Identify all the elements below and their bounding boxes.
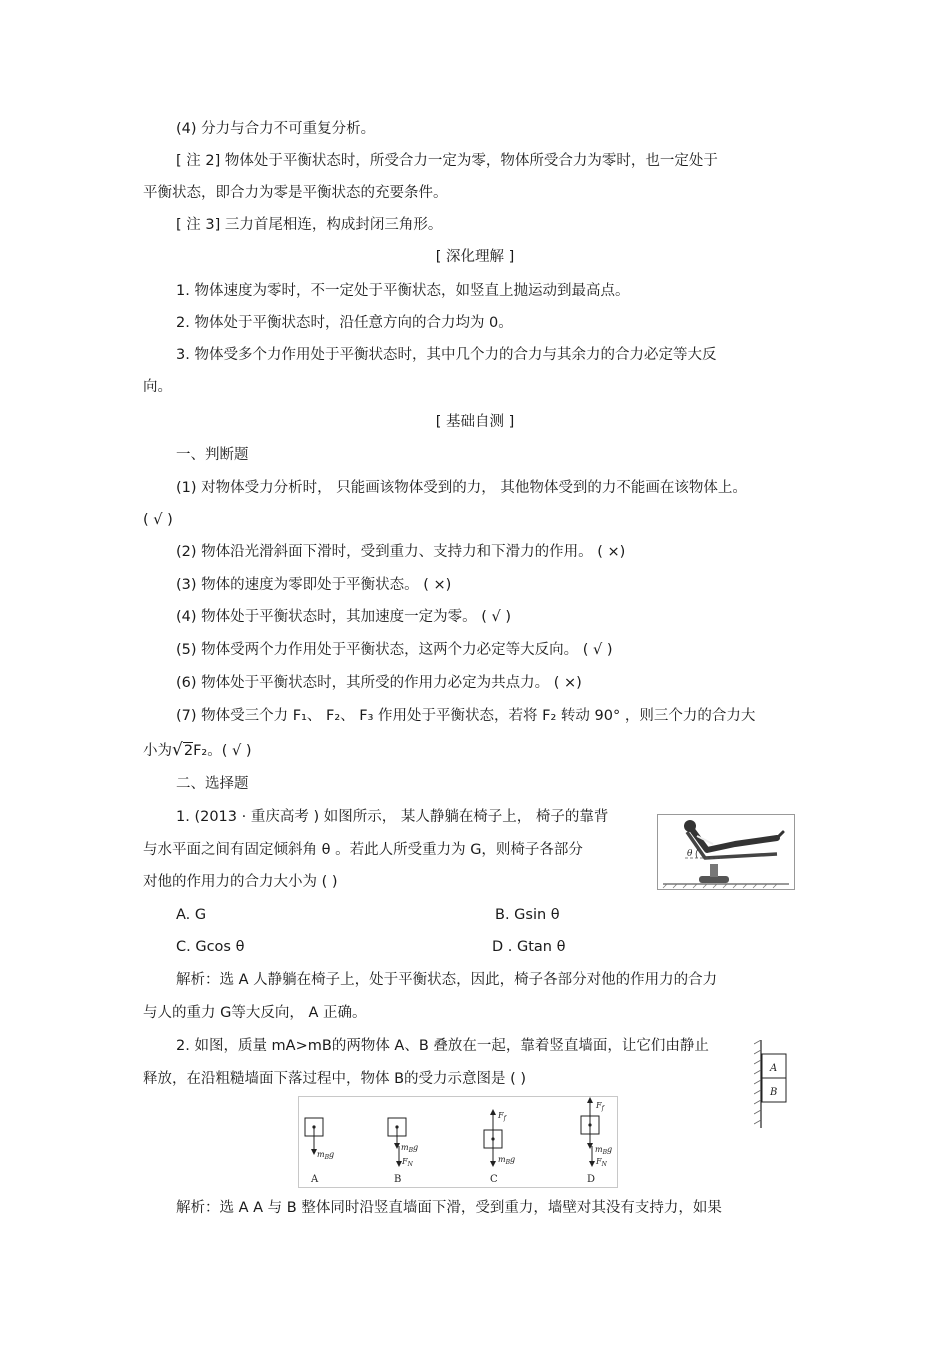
deepen-item-3-line2: 向。 — [143, 379, 172, 395]
note-2-line1: [ 注 2] 物体处于平衡状态时，所受合力一定为零，物体所受合力为零时，也一定处于 — [176, 153, 718, 169]
block-b-label: B — [770, 1087, 778, 1098]
deepen-item-3-line1: 3. 物体受多个力作用处于平衡状态时，其中几个力的合力与其余力的合力必定等大反 — [176, 347, 717, 363]
option-a-letter: A — [311, 1174, 319, 1185]
q1-line3: 对他的作用力的合力大小为 ( ) — [143, 874, 338, 890]
judge-5: (5) 物体受两个力作用处于平衡状态，这两个力必定等大反向。 ( √ ) — [176, 642, 613, 658]
block-a-label: A — [770, 1063, 778, 1074]
q1-option-b: B. Gsin θ — [495, 907, 560, 923]
option-c-force-mbg: $m_Bg$ — [498, 1155, 516, 1166]
q1-line1: 1. (2013 · 重庆高考 ) 如图所示， 某人静躺在椅子上， 椅子的靠背 — [176, 809, 609, 825]
judge-7-suffix: F₂。( √ ) — [193, 743, 252, 759]
q2-analysis-line1: 解析：选 A A 与 B 整体同时沿竖直墙面下滑，受到重力，墙壁对其没有支持力，如果 — [176, 1200, 722, 1216]
option-a-force-mbg: $m_Bg$ — [317, 1150, 335, 1161]
q2-line2: 释放，在沿粗糙墙面下落过程中，物体 B的受力示意图是 ( ) — [143, 1071, 527, 1087]
deepen-item-2: 2. 物体处于平衡状态时，沿任意方向的合力均为 0。 — [176, 315, 513, 331]
q1-analysis-line1: 解析：选 A 人静躺在椅子上，处于平衡状态，因此，椅子各部分对他的作用力的合力 — [176, 972, 718, 988]
option-b-force-fn: $F_N$ — [402, 1157, 413, 1168]
option-b-letter: B — [394, 1174, 402, 1185]
reclining-person-figure — [657, 814, 795, 890]
sqrt-expression — [172, 740, 193, 761]
note-2-line2: 平衡状态，即合力为零是平衡状态的充要条件。 — [143, 185, 448, 201]
option-c-diagram — [484, 1111, 515, 1185]
judge-1-line2: ( √ ) — [143, 512, 173, 528]
q1-option-d: D . Gtan θ — [492, 939, 566, 955]
option-c-force-ff: $F_f$ — [498, 1111, 506, 1122]
option-a-diagram — [305, 1118, 334, 1185]
note-4: (4) 分力与合力不可重复分析。 — [176, 121, 376, 137]
judge-7-line1: (7) 物体受三个力 F₁、 F₂、 F₃ 作用处于平衡状态，若将 F₂ 转动 90° ，则三个力的合力大 — [176, 708, 756, 724]
judge-6: (6) 物体处于平衡状态时，其所受的作用力必定为共点力。 ( ×) — [176, 675, 582, 691]
section-heading-basics: [ 基础自测 ] — [435, 414, 515, 430]
option-c-letter: C — [490, 1174, 498, 1185]
q1-analysis-line2: 与人的重力 G等大反向， A 正确。 — [143, 1005, 367, 1021]
judge-7-line2 — [143, 740, 252, 761]
q1-line2: 与水平面之间有固定倾斜角 θ 。若此人所受重力为 G，则椅子各部分 — [143, 842, 583, 858]
judge-title: 一、判断题 — [176, 447, 249, 463]
deepen-item-1: 1. 物体速度为零时，不一定处于平衡状态，如竖直上抛运动到最高点。 — [176, 283, 630, 299]
q2-line1: 2. 如图，质量 mA>mB的两物体 A、B 叠放在一起，靠着竖直墙面，让它们由静止 — [176, 1038, 709, 1054]
q1-option-a: A. G — [176, 907, 207, 923]
judge-1-line1: (1) 对物体受力分析时， 只能画该物体受到的力， 其他物体受到的力不能画在该物体上。 — [176, 480, 747, 496]
judge-7-prefix: 小为 — [143, 743, 172, 759]
section-heading-deepen: [ 深化理解 ] — [435, 249, 515, 265]
option-d-force-ff: $F_f$ — [596, 1101, 604, 1112]
option-d-force-fn: $F_N$ — [596, 1157, 607, 1168]
force-diagram-options — [298, 1096, 618, 1188]
choice-title: 二、选择题 — [176, 776, 249, 792]
wall-blocks-figure — [754, 1040, 790, 1128]
option-d-letter: D — [587, 1174, 596, 1185]
judge-4: (4) 物体处于平衡状态时，其加速度一定为零。 ( √ ) — [176, 609, 512, 625]
option-b-diagram — [388, 1118, 418, 1185]
judge-2: (2) 物体沿光滑斜面下滑时，受到重力、支持力和下滑力的作用。 ( ×) — [176, 544, 626, 560]
q1-option-c: C. Gcos θ — [176, 939, 245, 955]
sqrt-sign: √ — [172, 740, 183, 760]
option-d-diagram — [581, 1100, 612, 1185]
judge-3: (3) 物体的速度为零即处于平衡状态。 ( ×) — [176, 577, 452, 593]
note-3: [ 注 3] 三力首尾相连，构成封闭三角形。 — [176, 217, 443, 233]
sqrt-value: 2 — [183, 743, 194, 759]
option-b-force-mbg: $m_Bg$ — [401, 1143, 419, 1154]
option-d-force-mbg: $m_Bg$ — [595, 1145, 613, 1156]
angle-theta-label: θ — [687, 849, 693, 859]
